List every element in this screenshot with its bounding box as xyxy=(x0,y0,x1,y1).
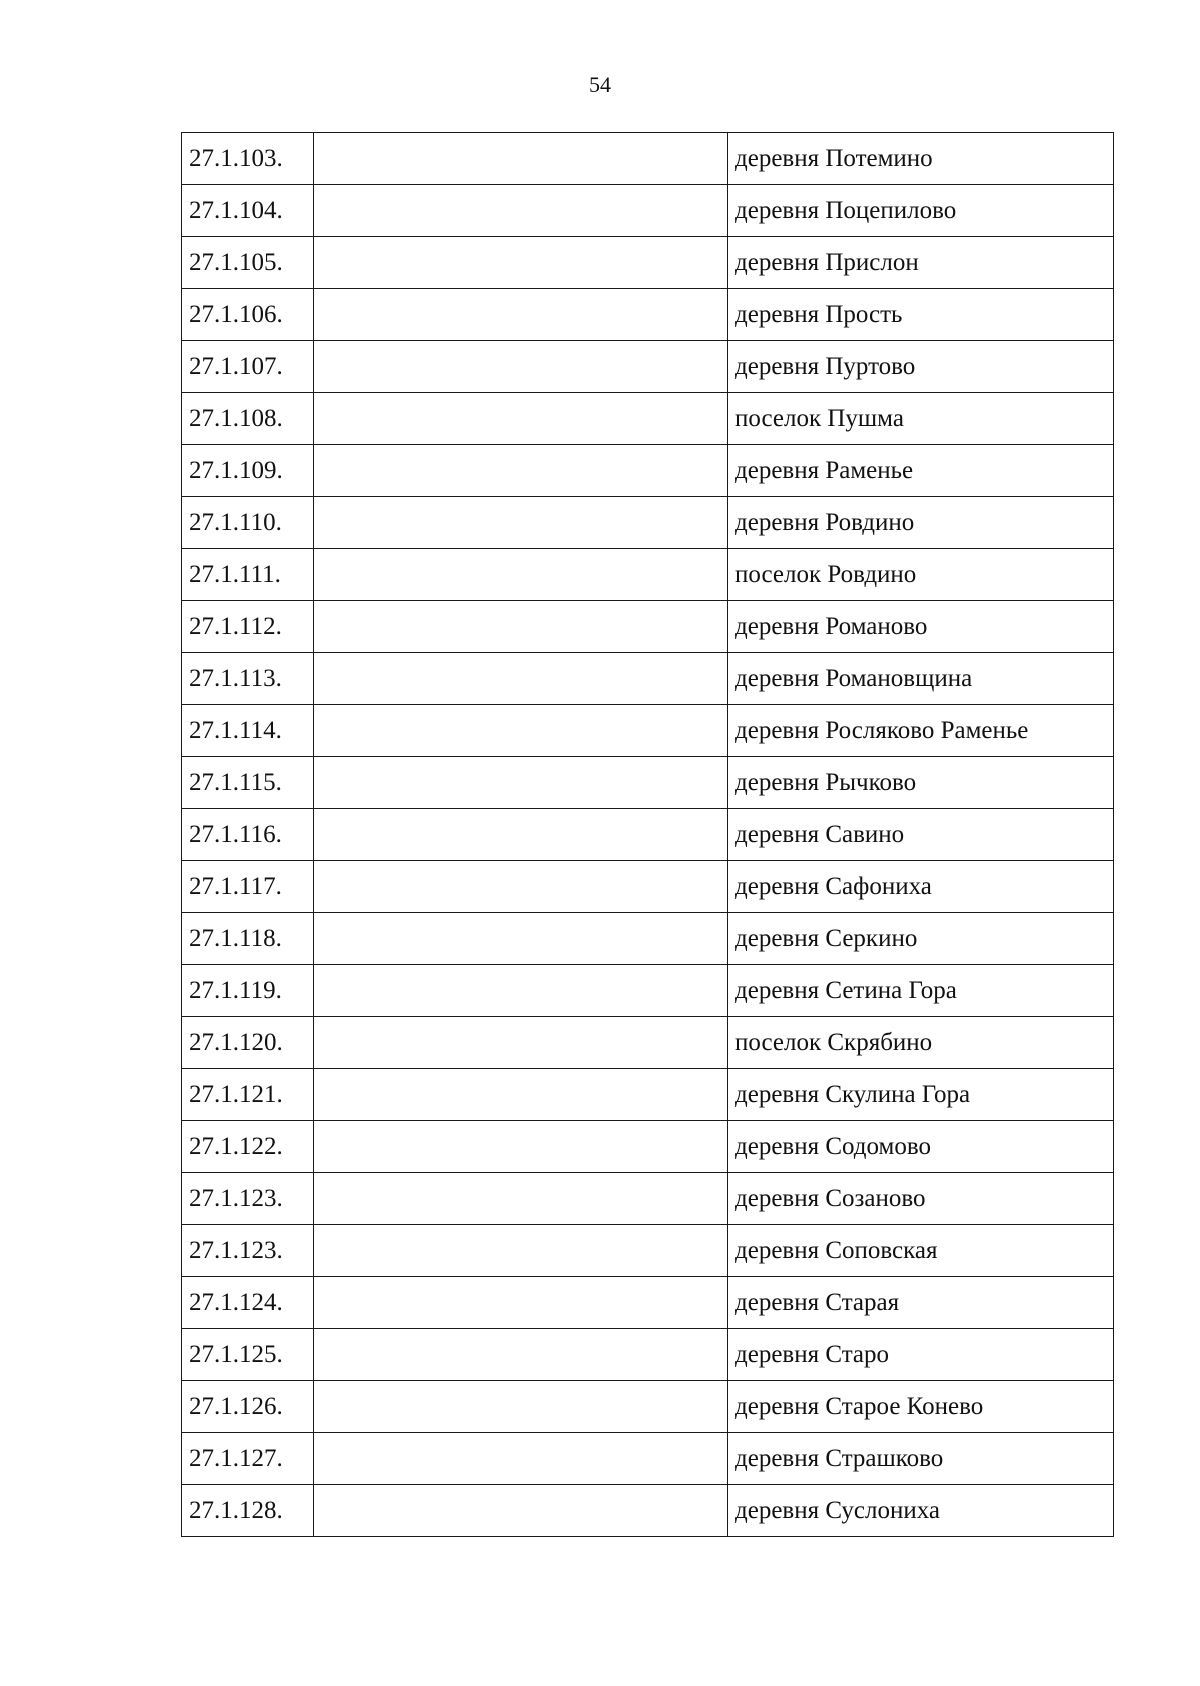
settlement-name-cell: деревня Прислон xyxy=(728,237,1114,289)
settlement-name-cell: деревня Прость xyxy=(728,289,1114,341)
settlement-name-cell: деревня Старая xyxy=(728,1277,1114,1329)
empty-cell xyxy=(314,549,728,601)
row-number-cell: 27.1.125. xyxy=(182,1329,314,1381)
table-row xyxy=(182,757,1114,809)
row-number-cell: 27.1.115. xyxy=(182,757,314,809)
empty-cell xyxy=(314,1173,728,1225)
empty-cell xyxy=(314,1381,728,1433)
empty-cell xyxy=(314,653,728,705)
table-row xyxy=(182,653,1114,705)
table-row xyxy=(182,549,1114,601)
settlement-name-cell: деревня Савино xyxy=(728,809,1114,861)
empty-cell xyxy=(314,861,728,913)
table-row xyxy=(182,133,1114,185)
settlement-name-cell: деревня Старо xyxy=(728,1329,1114,1381)
settlement-name-cell: деревня Соповская xyxy=(728,1225,1114,1277)
table-row xyxy=(182,1121,1114,1173)
row-number-cell: 27.1.122. xyxy=(182,1121,314,1173)
settlement-name-cell: деревня Скулина Гора xyxy=(728,1069,1114,1121)
page-number: 54 xyxy=(589,72,611,97)
settlement-name-cell: деревня Романовщина xyxy=(728,653,1114,705)
table-row xyxy=(182,341,1114,393)
empty-cell xyxy=(314,757,728,809)
row-number-cell: 27.1.111. xyxy=(182,549,314,601)
table-row xyxy=(182,1485,1114,1537)
table-row xyxy=(182,861,1114,913)
table-row xyxy=(182,237,1114,289)
settlement-name-cell: деревня Пуртово xyxy=(728,341,1114,393)
table-row xyxy=(182,913,1114,965)
settlement-name-cell: деревня Ровдино xyxy=(728,497,1114,549)
table-row xyxy=(182,1017,1114,1069)
empty-cell xyxy=(314,1277,728,1329)
settlement-name-cell: деревня Страшково xyxy=(728,1433,1114,1485)
row-number-cell: 27.1.103. xyxy=(182,133,314,185)
settlement-name-cell: деревня Серкино xyxy=(728,913,1114,965)
empty-cell xyxy=(314,185,728,237)
table-row xyxy=(182,1225,1114,1277)
row-number-cell: 27.1.113. xyxy=(182,653,314,705)
row-number-cell: 27.1.109. xyxy=(182,445,314,497)
table-row xyxy=(182,1277,1114,1329)
row-number-cell: 27.1.117. xyxy=(182,861,314,913)
row-number-cell: 27.1.126. xyxy=(182,1381,314,1433)
row-number-cell: 27.1.120. xyxy=(182,1017,314,1069)
row-number-cell: 27.1.121. xyxy=(182,1069,314,1121)
row-number-cell: 27.1.123. xyxy=(182,1173,314,1225)
table-row xyxy=(182,965,1114,1017)
settlement-name-cell: деревня Романово xyxy=(728,601,1114,653)
table-row xyxy=(182,809,1114,861)
settlement-name-cell: деревня Потемино xyxy=(728,133,1114,185)
empty-cell xyxy=(314,133,728,185)
empty-cell xyxy=(314,393,728,445)
table-row xyxy=(182,393,1114,445)
row-number-cell: 27.1.124. xyxy=(182,1277,314,1329)
row-number-cell: 27.1.104. xyxy=(182,185,314,237)
settlements-table xyxy=(181,132,1114,1537)
settlement-name-cell: поселок Пушма xyxy=(728,393,1114,445)
table-row xyxy=(182,705,1114,757)
table-row xyxy=(182,497,1114,549)
empty-cell xyxy=(314,445,728,497)
settlement-name-cell: поселок Ровдино xyxy=(728,549,1114,601)
settlement-name-cell: деревня Сафониха xyxy=(728,861,1114,913)
settlement-name-cell: деревня Поцепилово xyxy=(728,185,1114,237)
table-row xyxy=(182,1329,1114,1381)
row-number-cell: 27.1.116. xyxy=(182,809,314,861)
empty-cell xyxy=(314,809,728,861)
settlement-name-cell: деревня Созаново xyxy=(728,1173,1114,1225)
empty-cell xyxy=(314,341,728,393)
row-number-cell: 27.1.110. xyxy=(182,497,314,549)
empty-cell xyxy=(314,1485,728,1537)
row-number-cell: 27.1.127. xyxy=(182,1433,314,1485)
empty-cell xyxy=(314,1017,728,1069)
row-number-cell: 27.1.107. xyxy=(182,341,314,393)
settlement-name-cell: деревня Раменье xyxy=(728,445,1114,497)
settlement-name-cell: деревня Рычково xyxy=(728,757,1114,809)
empty-cell xyxy=(314,601,728,653)
table-row xyxy=(182,1433,1114,1485)
table-row xyxy=(182,445,1114,497)
empty-cell xyxy=(314,1433,728,1485)
empty-cell xyxy=(314,913,728,965)
table-row xyxy=(182,1381,1114,1433)
table-row xyxy=(182,1173,1114,1225)
row-number-cell: 27.1.105. xyxy=(182,237,314,289)
row-number-cell: 27.1.119. xyxy=(182,965,314,1017)
empty-cell xyxy=(314,237,728,289)
table-row xyxy=(182,289,1114,341)
empty-cell xyxy=(314,705,728,757)
settlement-name-cell: деревня Старое Конево xyxy=(728,1381,1114,1433)
settlement-name-cell: поселок Скрябино xyxy=(728,1017,1114,1069)
row-number-cell: 27.1.106. xyxy=(182,289,314,341)
row-number-cell: 27.1.114. xyxy=(182,705,314,757)
row-number-cell: 27.1.118. xyxy=(182,913,314,965)
table-row xyxy=(182,601,1114,653)
empty-cell xyxy=(314,289,728,341)
empty-cell xyxy=(314,1329,728,1381)
empty-cell xyxy=(314,497,728,549)
settlement-name-cell: деревня Сетина Гора xyxy=(728,965,1114,1017)
empty-cell xyxy=(314,1069,728,1121)
empty-cell xyxy=(314,1225,728,1277)
row-number-cell: 27.1.108. xyxy=(182,393,314,445)
row-number-cell: 27.1.123. xyxy=(182,1225,314,1277)
row-number-cell: 27.1.128. xyxy=(182,1485,314,1537)
empty-cell xyxy=(314,1121,728,1173)
table-body xyxy=(182,133,1114,1537)
settlement-name-cell: деревня Суслониха xyxy=(728,1485,1114,1537)
row-number-cell: 27.1.112. xyxy=(182,601,314,653)
empty-cell xyxy=(314,965,728,1017)
table-row xyxy=(182,185,1114,237)
settlement-name-cell: деревня Содомово xyxy=(728,1121,1114,1173)
table-row xyxy=(182,1069,1114,1121)
settlement-name-cell: деревня Росляково Раменье xyxy=(728,705,1114,757)
